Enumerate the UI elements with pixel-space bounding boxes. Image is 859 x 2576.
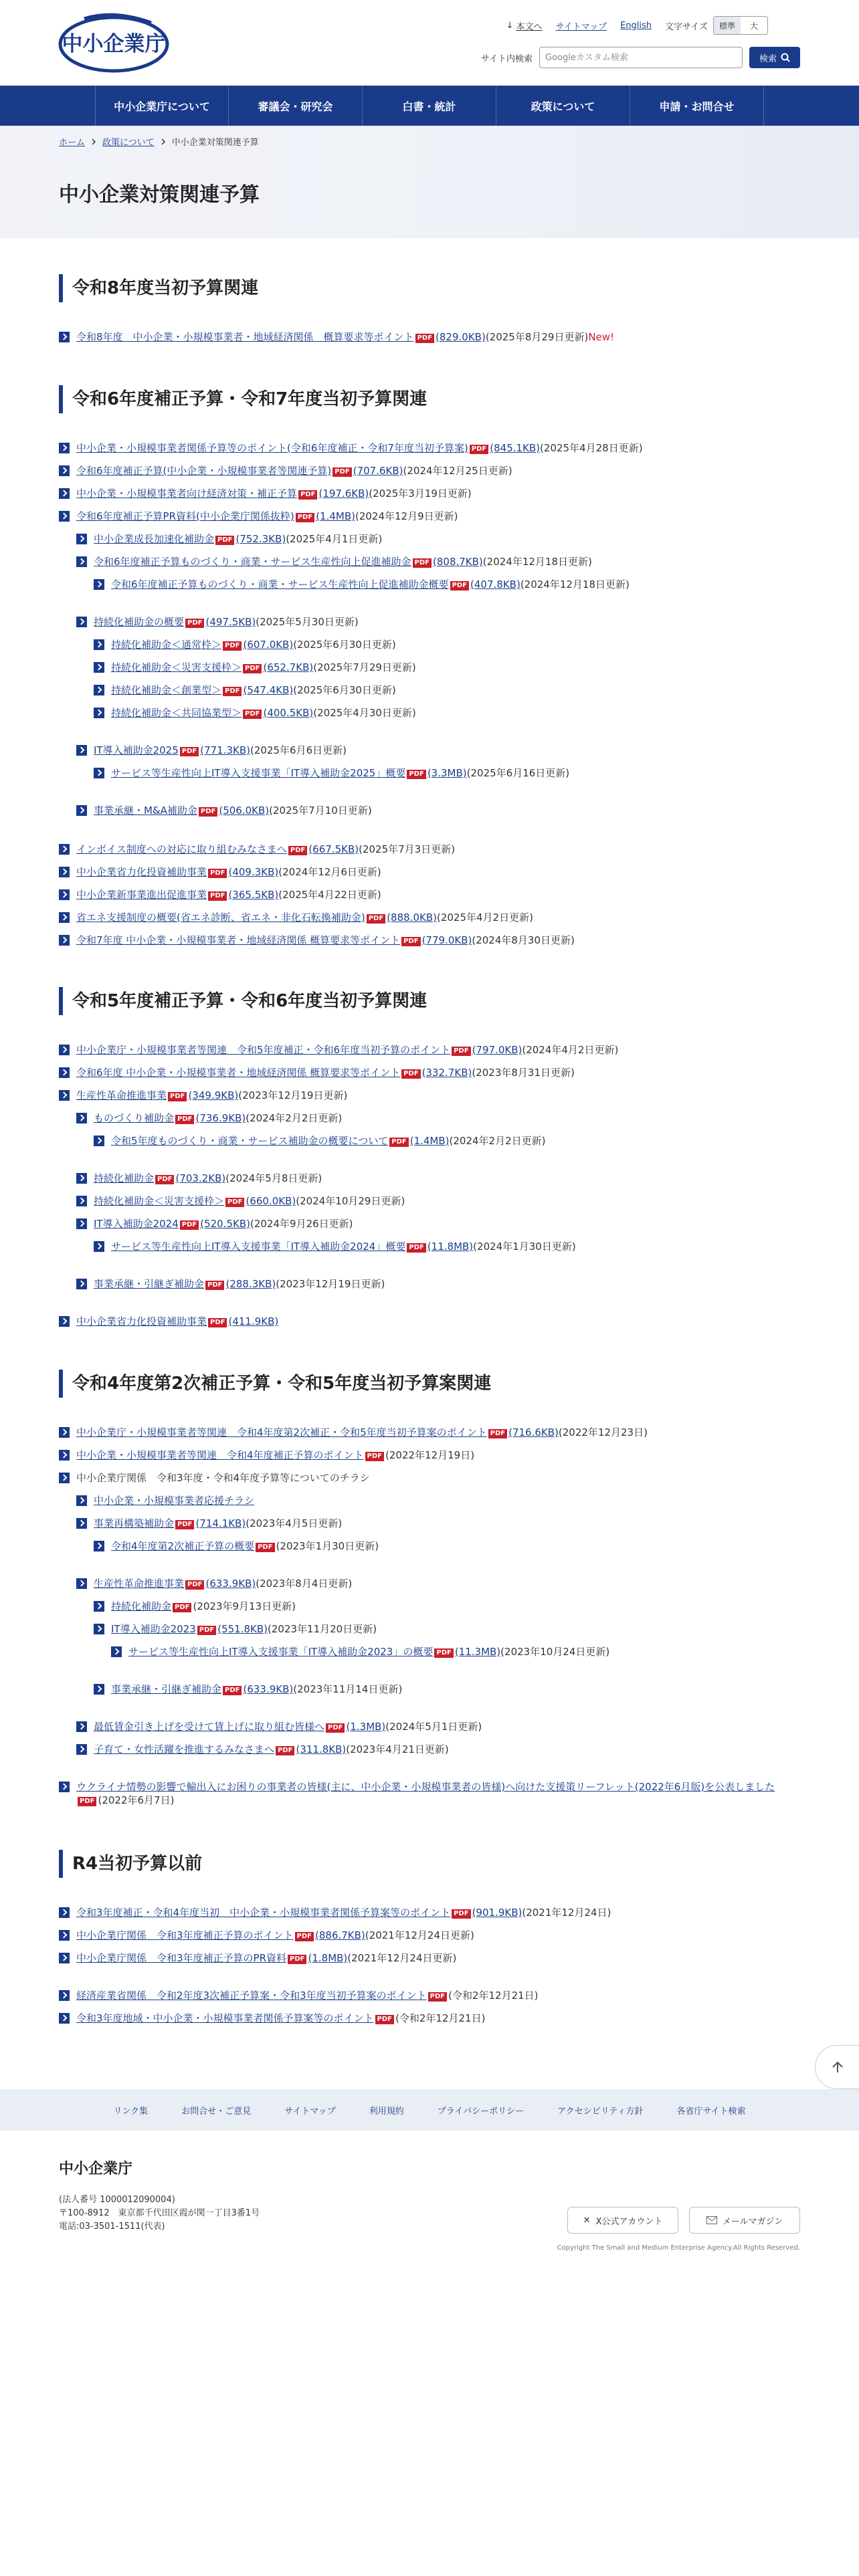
arrow-down-icon: ↓ <box>506 20 514 31</box>
doc-link[interactable]: IT導入補助金2024 PDF (520.5KB) <box>94 1218 251 1230</box>
doc-link[interactable]: 中小企業・小規模事業者等関連 令和4年度補正予算のポイント PDF <box>76 1448 385 1462</box>
pdf-icon: PDF <box>470 445 488 454</box>
list-item: IT導入補助金2024 PDF (520.5KB) (2024年9月26日更新) <box>76 1217 353 1230</box>
list-item: 事業承継・引継ぎ補助金 PDF (633.9KB) (2023年11月14日更新) <box>94 1683 402 1696</box>
list-item: 中小企業庁関係 令和3年度・令和4年度予算等についてのチラシ <box>59 1471 370 1485</box>
mail-magazine-button[interactable]: メールマガジン <box>689 2207 800 2234</box>
pdf-icon: PDF <box>243 710 262 719</box>
doc-link[interactable]: 持続化補助金の概要 PDF (497.5KB) <box>94 616 256 628</box>
arrow-bullet-icon <box>94 639 104 650</box>
arrow-bullet-icon <box>59 1782 70 1792</box>
list-item: 令和4年度第2次補正予算の概要 PDF (2023年1月30日更新) <box>94 1539 379 1553</box>
doc-link[interactable]: ウクライナ情勢の影響で輸出入にお困りの事業者の皆様(主に、中小企業・小規模事業者の皆様)へ向けた支援策リーフレット(2022年6月版)を公表しましたPDF <box>76 1781 775 1805</box>
arrow-bullet-icon <box>76 1173 87 1184</box>
list-item: 中小企業・小規模事業者等関連 令和4年度補正予算のポイント PDF (2022年12月19日) <box>59 1448 474 1462</box>
arrow-bullet-icon <box>59 465 70 476</box>
list-item: 中小企業成長加速化補助金 PDF (752.3KB) (2025年4月1日更新) <box>76 532 382 546</box>
list-item: 中小企業省力化投資補助事業 PDF (409.3KB) (2024年12月6日更新) <box>59 865 381 879</box>
arrow-bullet-icon <box>59 844 70 855</box>
pdf-icon: PDF <box>155 1175 174 1184</box>
pdf-icon: PDF <box>488 1429 507 1438</box>
pdf-icon: PDF <box>243 664 262 673</box>
pdf-icon: PDF <box>401 1069 420 1079</box>
pdf-icon: PDF <box>332 467 351 477</box>
list-item <box>59 1315 278 1328</box>
arrow-bullet-icon <box>59 1067 70 1078</box>
pdf-icon: PDF <box>223 1686 242 1695</box>
list-item: 持続化補助金 PDF (703.2KB) (2024年5月8日更新) <box>76 1172 322 1185</box>
doc-link[interactable]: 令和3年度地域・中小企業・小規模事業者関係予算案等のポイント PDF <box>76 2012 395 2025</box>
list-item: 中小企業庁・小規模事業者等関連 令和4年度第2次補正・令和5年度当初予算案のポイント PDF (716.6KB) (2022年12月23日) <box>59 1426 648 1439</box>
nav-whitepaper[interactable]: 白書・統計 <box>363 86 496 126</box>
doc-link[interactable]: 持続化補助金 PDF <box>111 1600 193 1613</box>
pdf-icon: PDF <box>296 513 314 522</box>
arrow-bullet-icon <box>94 1541 104 1551</box>
copyright: Copyright The Small and Medium Enterprise Agency.All Rights Reserved. <box>557 2244 800 2252</box>
list-item: 令和6年度補正予算ものづくり・商業・サービス生産性向上促進補助金概要 PDF (407.8KB) (2024年12月18日更新) <box>94 578 630 591</box>
footer-link-ministries[interactable]: 各省庁サイト検索 <box>676 2106 746 2117</box>
arrow-bullet-icon <box>76 1196 87 1206</box>
list-item: 中小企業・小規模事業者関係予算等のポイント(令和6年度補正・令和7年度当初予算案) PDF (845.1KB) (2025年4月28日更新) <box>59 441 643 455</box>
arrow-bullet-icon <box>94 708 104 718</box>
arrow-bullet-icon <box>94 579 104 590</box>
pdf-icon: PDF <box>365 1452 384 1461</box>
search-icon <box>781 53 790 62</box>
pdf-icon: PDF <box>288 846 307 855</box>
list-item: 中小企業新事業進出促進事業 PDF (365.5KB) (2025年4月22日更新) <box>59 888 381 901</box>
chevron-right-icon <box>90 138 97 145</box>
list-item: 令和6年度補正予算(中小企業・小規模事業者等関連予算) PDF (707.6KB) (2024年12月25日更新) <box>59 464 512 477</box>
pdf-icon: PDF <box>401 937 420 946</box>
arrow-bullet-icon <box>94 685 104 695</box>
site-search <box>481 47 800 68</box>
list-item: 令和6年度 中小企業・小規模事業者・地域経済関係 概算要求等ポイント PDF (332.7KB) (2023年8月31日更新) <box>59 1066 575 1079</box>
list-item: 省エネ支援制度の概要(省エネ診断、省エネ・非化石転換補助金) PDF (888.0KB) (2025年4月2日更新) <box>59 911 533 924</box>
footer-link-accessibility[interactable]: アクセシビリティ方針 <box>557 2106 644 2117</box>
x-icon: ✕ <box>583 2215 591 2226</box>
pdf-icon: PDF <box>407 1243 425 1253</box>
doc-link[interactable]: 経済産業省関係 令和2年度3次補正予算案・令和3年度当初予算案のポイント PDF <box>76 1989 448 2002</box>
list-item: サービス等生産性向上IT導入支援事業「IT導入補助金2024」概要 PDF (11.8MB) (2024年1月30日更新) <box>94 1240 576 1253</box>
footer-org-name: 中小企業庁 <box>59 2161 133 2177</box>
doc-link[interactable]: 持続化補助金＜災害支援枠＞ PDF (660.0KB) <box>94 1195 296 1207</box>
doc-link[interactable]: 令和3年度補正・令和4年度当初 中小企業・小規模事業者関係予算案等のポイント PDF (901.9KB) <box>76 1907 522 1919</box>
list-item: 中小企業庁関係 令和3年度補正予算のPR資料 PDF (1.8MB) (2021年12月24日更新) <box>59 1951 456 1965</box>
doc-link[interactable]: 持続化補助金 PDF (703.2KB) <box>94 1172 226 1184</box>
pdf-icon: PDF <box>215 536 234 545</box>
pdf-icon: PDF <box>78 1797 96 1806</box>
font-standard-button[interactable]: 標準 <box>714 17 741 34</box>
arrow-bullet-icon <box>94 1624 104 1634</box>
arrow-bullet-icon <box>59 1450 70 1461</box>
arrow-bullet-icon <box>94 1241 104 1252</box>
arrow-bullet-icon <box>111 1646 122 1657</box>
page-hero <box>0 126 859 238</box>
new-badge: New! <box>588 331 615 343</box>
list-item: 令和3年度補正・令和4年度当初 中小企業・小規模事業者関係予算案等のポイント PDF (901.9KB) (2021年12月24日) <box>59 1906 611 1919</box>
doc-link[interactable]: IT導入補助金2025 PDF (771.3KB) <box>94 744 251 756</box>
arrow-bullet-icon <box>59 1090 70 1101</box>
breadcrumb-current: 中小企業対策関連予算 <box>171 138 259 148</box>
pdf-icon: PDF <box>288 1955 306 1964</box>
arrow-bullet-icon <box>59 1045 70 1055</box>
pdf-icon: PDF <box>223 641 242 651</box>
list-item: 持続化補助金＜通常枠＞ PDF (607.0KB) (2025年6月30日更新) <box>94 638 396 651</box>
section-title: 令和8年度当初予算関連 <box>59 274 258 302</box>
footer-address: (法人番号 1000012090004) 〒100-8912 東京都千代田区霞が関一丁目3番1号 電話:03-3501-1511(代表) <box>59 2195 260 2232</box>
english-link[interactable]: English <box>620 20 652 31</box>
doc-link[interactable]: 持続化補助金＜共同協業型＞ PDF (400.5KB) <box>111 707 314 719</box>
list-item: 事業承継・M&A補助金 PDF (506.0KB) (2025年7月10日更新) <box>76 804 372 817</box>
breadcrumb-policy[interactable]: 政策について <box>102 138 155 148</box>
list-item: IT導入補助金2023 PDF (551.8KB) (2023年11月20日更新) <box>94 1622 377 1636</box>
section-title: 令和6年度補正予算・令和7年度当初予算関連 <box>59 385 427 413</box>
back-to-top-button[interactable] <box>815 2045 859 2089</box>
arrow-bullet-icon <box>59 912 70 923</box>
pdf-icon: PDF <box>205 1281 224 1290</box>
pdf-icon: PDF <box>223 687 242 696</box>
pdf-icon: PDF <box>197 1626 216 1635</box>
arrow-bullet-icon <box>94 1136 104 1146</box>
doc-link[interactable]: 最低賃金引き上げを受けて賃上げに取り組む皆様へ PDF (1.3MB) <box>94 1721 386 1733</box>
list-item: 生産性革命推進事業 PDF (349.9KB) (2023年12月19日更新) <box>59 1089 347 1102</box>
arrow-bullet-icon <box>76 617 87 627</box>
page-title: 中小企業対策関連予算 <box>59 183 260 207</box>
doc-link[interactable]: 持続化補助金＜通常枠＞ PDF (607.0KB) <box>111 639 294 651</box>
doc-link[interactable]: 中小企業・小規模事業者向け経済対策・補正予算 PDF (197.6KB) <box>76 488 369 500</box>
pdf-icon: PDF <box>208 869 227 878</box>
list-item: 経済産業省関係 令和2年度3次補正予算案・令和3年度当初予算案のポイント PDF (令和2年12月21日) <box>59 1989 539 2002</box>
doc-link[interactable]: 中小企業・小規模事業者応援チラシ <box>94 1495 255 1507</box>
pdf-icon: PDF <box>407 770 425 779</box>
arrow-bullet-icon <box>59 1990 70 2001</box>
doc-link[interactable]: 持続化補助金＜災害支援枠＞ PDF (652.7KB) <box>111 661 314 673</box>
pdf-icon: PDF <box>276 1746 294 1755</box>
section-title: 令和5年度補正予算・令和6年度当初予算関連 <box>59 987 427 1015</box>
skip-link[interactable] <box>506 19 543 32</box>
arrow-bullet-icon <box>76 1279 87 1289</box>
doc-link[interactable]: 令和6年度補正予算ものづくり・商業・サービス生産性向上促進補助金概要 PDF (407.8KB) <box>111 578 520 591</box>
section-title: 令和4年度第2次補正予算・令和5年度当初予算案関連 <box>59 1370 491 1398</box>
list-item: IT導入補助金2025 PDF (771.3KB) (2025年6月6日更新) <box>76 744 347 757</box>
section-title: R4当初予算以前 <box>59 1850 202 1878</box>
x-account-button[interactable]: ✕ X公式アカウント <box>567 2207 678 2234</box>
breadcrumb <box>59 135 259 148</box>
pdf-icon: PDF <box>428 1992 447 2002</box>
doc-link[interactable]: 事業承継・引継ぎ補助金 PDF (288.3KB) <box>94 1278 276 1290</box>
doc-link[interactable]: 子育て・女性活躍を推進するみなさまへ PDF (311.8KB) <box>94 1743 347 1755</box>
list-item: 子育て・女性活躍を推進するみなさまへ PDF (311.8KB) (2023年4月21日更新) <box>76 1743 449 1756</box>
sitemap-link[interactable]: サイトマップ <box>555 21 607 32</box>
list-item: 令和8年度 中小企業・小規模事業者・地域経済関係 概算要求等ポイント PDF (829.0KB) (2025年8月29日更新) New! <box>59 330 614 344</box>
nav-policy[interactable]: 政策について <box>496 86 630 126</box>
pdf-icon: PDF <box>175 1520 194 1529</box>
pdf-icon: PDF <box>173 1603 191 1612</box>
nav-about[interactable]: 中小企業庁について <box>95 86 229 126</box>
arrow-bullet-icon <box>59 332 70 342</box>
nav-councils[interactable]: 審議会・研究会 <box>229 86 363 126</box>
pdf-icon: PDF <box>450 581 469 591</box>
list-item: 中小企業庁関係 令和3年度補正予算のポイント PDF (886.7KB) (2021年12月24日更新) <box>59 1929 474 1942</box>
footer-nav <box>0 2089 859 2131</box>
arrow-bullet-icon <box>59 1427 70 1438</box>
arrow-bullet-icon <box>76 1744 87 1755</box>
arrow-bullet-icon <box>59 1907 70 1918</box>
arrow-bullet-icon <box>76 556 87 567</box>
list-item: 事業承継・引継ぎ補助金 PDF (288.3KB) (2023年12月19日更新) <box>76 1277 385 1291</box>
doc-link[interactable]: ものづくり補助金 PDF (736.9KB) <box>94 1112 246 1124</box>
list-item: 持続化補助金＜災害支援枠＞ PDF (652.7KB) (2025年7月29日更新) <box>94 661 416 674</box>
list-item: 持続化補助金＜共同協業型＞ PDF (400.5KB) (2025年4月30日更新) <box>94 706 416 720</box>
pdf-icon: PDF <box>434 1648 453 1658</box>
arrow-bullet-icon <box>76 805 87 816</box>
arrow-bullet-icon <box>59 488 70 499</box>
arrow-bullet-icon <box>94 768 104 778</box>
doc-link[interactable]: サービス等生産性向上IT導入支援事業「IT導入補助金2025」概要 PDF (3.3MB) <box>111 767 467 779</box>
pdf-icon: PDF <box>208 891 227 901</box>
pdf-icon: PDF <box>326 1723 345 1733</box>
arrow-bullet-icon <box>59 867 70 877</box>
search-input[interactable] <box>539 47 743 68</box>
mail-icon <box>706 2216 717 2224</box>
arrow-bullet-icon <box>94 662 104 673</box>
list-item: 持続化補助金の概要 PDF (497.5KB) (2025年5月30日更新) <box>76 615 359 629</box>
arrow-bullet-icon <box>94 1601 104 1612</box>
doc-link[interactable]: 中小企業庁関係 令和3年度補正予算のポイント PDF (886.7KB) <box>76 1929 365 1941</box>
list-item: 令和5年度ものづくり・商業・サービス補助金の概要について PDF (1.4MB) (2024年2月2日更新) <box>94 1134 545 1148</box>
doc-link[interactable]: インボイス制度への対応に取り組むみなさまへ PDF (667.5KB) <box>76 843 359 855</box>
doc-link[interactable]: 生産性革命推進事業 PDF (349.9KB) <box>76 1089 239 1101</box>
arrow-bullet-icon <box>59 2013 70 2024</box>
arrow-bullet-icon <box>76 1495 87 1506</box>
doc-link[interactable]: 中小企業新事業進出促進事業 PDF (365.5KB) <box>76 889 279 901</box>
doc-link[interactable]: IT導入補助金2023 PDF (551.8KB) <box>111 1623 268 1635</box>
logo-text: 中小企業庁 <box>62 32 166 56</box>
arrow-bullet-icon <box>76 1113 87 1123</box>
doc-link[interactable]: 事業承継・引継ぎ補助金 PDF (633.9KB) <box>111 1683 294 1695</box>
doc-link[interactable]: サービス等生産性向上IT導入支援事業「IT導入補助金2024」概要 PDF (11.8MB) <box>111 1241 474 1253</box>
doc-link[interactable]: 令和8年度 中小企業・小規模事業者・地域経済関係 概算要求等ポイント PDF (829.0KB) <box>76 331 486 343</box>
search-button[interactable] <box>749 47 800 68</box>
list-item: 生産性革命推進事業 PDF (633.9KB) (2023年8月4日更新) <box>76 1577 352 1590</box>
list-item <box>76 1494 254 1507</box>
doc-link[interactable]: 中小企業省力化投資補助事業 PDF (409.3KB) <box>76 866 279 878</box>
doc-link[interactable]: 中小企業庁・小規模事業者等関連 令和5年度補正・令和6年度当初予算のポイント PDF (797.0KB) <box>76 1044 522 1056</box>
font-large-button[interactable]: 大 <box>741 17 767 34</box>
list-item: 中小企業庁・小規模事業者等関連 令和5年度補正・令和6年度当初予算のポイント PDF (797.0KB) (2024年4月2日更新) <box>59 1043 618 1057</box>
pdf-icon: PDF <box>208 1318 227 1327</box>
pdf-icon: PDF <box>185 619 204 628</box>
pdf-icon: PDF <box>452 1047 470 1056</box>
doc-link[interactable]: 中小企業庁・小規模事業者等関連 令和4年度第2次補正・令和5年度当初予算案のポイント PDF (716.6KB) <box>76 1426 559 1438</box>
arrow-up-icon <box>830 2059 846 2075</box>
arrow-bullet-icon <box>59 443 70 453</box>
pdf-icon: PDF <box>452 1909 470 1919</box>
arrow-bullet-icon <box>76 745 87 756</box>
footer-link-terms[interactable]: 利用規約 <box>369 2106 404 2117</box>
doc-link[interactable]: 令和6年度補正予算ものづくり・商業・サービス生産性向上促進補助金 PDF (808.7KB) <box>94 556 483 568</box>
doc-link[interactable]: 令和6年度補正予算PR資料(中小企業庁関係抜粋) PDF (1.4MB) <box>76 510 355 522</box>
list-item: 令和3年度地域・中小企業・小規模事業者関係予算案等のポイント PDF (令和2年12月21日) <box>59 2012 485 2025</box>
doc-link[interactable]: 中小企業庁関係 令和3年度補正予算のPR資料 PDF (1.8MB) <box>76 1952 348 1964</box>
arrow-bullet-icon <box>76 1518 87 1529</box>
footer-link-links[interactable]: リンク集 <box>113 2106 149 2117</box>
list-item: ものづくり補助金 PDF (736.9KB) (2024年2月2日更新) <box>76 1111 342 1125</box>
pdf-icon: PDF <box>256 1543 274 1552</box>
doc-link[interactable]: 事業再構築補助金 PDF (714.1KB) <box>94 1517 246 1529</box>
utility-bar <box>506 16 768 35</box>
list-item: サービス等生産性向上IT導入支援事業「IT導入補助金2023」の概要 PDF (11.3MB) (2023年10月24日更新) <box>111 1645 609 1658</box>
doc-link[interactable]: 令和7年度 中小企業・小規模事業者・地域経済関係 概算要求等ポイント PDF (779.0KB) <box>76 934 472 946</box>
pdf-icon: PDF <box>199 807 217 817</box>
font-size-control <box>665 16 768 35</box>
pdf-icon: PDF <box>389 1138 408 1147</box>
pdf-icon: PDF <box>298 490 317 500</box>
pdf-icon: PDF <box>367 914 385 924</box>
footer-buttons <box>567 2207 800 2234</box>
pdf-icon: PDF <box>225 1198 244 1207</box>
arrow-bullet-icon <box>76 1218 87 1229</box>
breadcrumb-home[interactable]: ホーム <box>59 138 86 148</box>
doc-link[interactable]: 令和6年度 中小企業・小規模事業者・地域経済関係 概算要求等ポイント PDF (332.7KB) <box>76 1067 472 1079</box>
pdf-icon: PDF <box>415 334 434 343</box>
chevron-right-icon <box>160 138 167 145</box>
list-item: 最低賃金引き上げを受けて賃上げに取り組む皆様へ PDF (1.3MB) (2024年5月1日更新) <box>76 1720 482 1733</box>
doc-link[interactable]: 令和6年度補正予算(中小企業・小規模事業者等関連予算) PDF (707.6KB) <box>76 465 403 477</box>
site-header <box>0 0 859 86</box>
list-item: サービス等生産性向上IT導入支援事業「IT導入補助金2025」概要 PDF (3.3MB) (2025年6月16日更新) <box>94 766 569 780</box>
doc-link[interactable]: サービス等生産性向上IT導入支援事業「IT導入補助金2023」の概要 PDF (11.3MB) <box>128 1646 501 1658</box>
search-label: サイト内検索 <box>480 53 533 64</box>
pdf-icon: PDF <box>180 1220 199 1230</box>
arrow-bullet-icon <box>76 1578 87 1589</box>
arrow-bullet-icon <box>59 511 70 522</box>
pdf-icon: PDF <box>413 558 432 568</box>
pdf-icon: PDF <box>375 2015 394 2024</box>
arrow-bullet-icon <box>59 1316 70 1327</box>
doc-link[interactable]: 中小企業省力化投資補助事業 PDF (411.9KB) <box>76 1315 279 1327</box>
pdf-icon: PDF <box>180 747 199 756</box>
list-item: 事業再構築補助金 PDF (714.1KB) (2023年4月5日更新) <box>76 1517 342 1530</box>
site-logo[interactable] <box>58 11 173 74</box>
font-size-label: 文字サイズ <box>665 21 708 32</box>
nav-applications[interactable]: 申請・お問合せ <box>630 86 764 126</box>
global-nav <box>0 86 859 126</box>
doc-link[interactable]: 中小企業・小規模事業者関係予算等のポイント(令和6年度補正・令和7年度当初予算案) PDF (845.1KB) <box>76 442 541 454</box>
doc-link[interactable]: 持続化補助金＜創業型＞ PDF (547.4KB) <box>111 684 294 696</box>
list-item: 令和6年度補正予算PR資料(中小企業庁関係抜粋) PDF (1.4MB) (2024年12月9日更新) <box>59 510 458 523</box>
list-item: 令和6年度補正予算ものづくり・商業・サービス生産性向上促進補助金 PDF (808.7KB) (2024年12月18日更新) <box>76 555 592 568</box>
arrow-bullet-icon <box>76 534 87 544</box>
pdf-icon: PDF <box>295 1932 314 1941</box>
arrow-bullet-icon <box>59 889 70 900</box>
list-item: ウクライナ情勢の影響で輸出入にお困りの事業者の皆様(主に、中小企業・小規模事業者の皆様)へ向けた支援策リーフレット(2022年6月版)を公表しましたPDF (2022年6月7日) <box>59 1780 795 1807</box>
doc-link[interactable]: 令和5年度ものづくり・商業・サービス補助金の概要について PDF (1.4MB) <box>111 1135 450 1147</box>
arrow-bullet-icon <box>59 935 70 946</box>
doc-link[interactable]: 生産性革命推進事業 PDF (633.9KB) <box>94 1578 256 1590</box>
arrow-bullet-icon <box>59 1930 70 1941</box>
doc-link[interactable]: 中小企業成長加速化補助金 PDF (752.3KB) <box>94 533 286 545</box>
list-item: 中小企業・小規模事業者向け経済対策・補正予算 PDF (197.6KB) (2025年3月19日更新) <box>59 487 472 500</box>
footer-link-contact[interactable]: お問合せ・ご意見 <box>181 2106 252 2117</box>
list-item: インボイス制度への対応に取り組むみなさまへ PDF (667.5KB) (2025年7月3日更新) <box>59 843 455 856</box>
pdf-icon: PDF <box>185 1580 204 1590</box>
arrow-bullet-icon <box>59 1473 70 1483</box>
arrow-bullet-icon <box>76 1721 87 1732</box>
doc-link[interactable]: 事業承継・M&A補助金 PDF (506.0KB) <box>94 804 270 817</box>
doc-link[interactable]: 省エネ支援制度の概要(省エネ診断、省エネ・非化石転換補助金) PDF (888.0KB) <box>76 911 437 924</box>
list-item: 持続化補助金 PDF (2023年9月13日更新) <box>94 1600 296 1613</box>
list-item: 令和7年度 中小企業・小規模事業者・地域経済関係 概算要求等ポイント PDF (779.0KB) (2024年8月30日更新) <box>59 934 575 947</box>
list-item: 持続化補助金＜創業型＞ PDF (547.4KB) (2025年6月30日更新) <box>94 683 396 697</box>
search-button-label: 検索 <box>759 53 777 64</box>
pdf-icon: PDF <box>168 1092 187 1101</box>
pdf-icon: PDF <box>175 1115 194 1124</box>
footer-link-privacy[interactable]: プライバシーポリシー <box>437 2106 524 2117</box>
arrow-bullet-icon <box>94 1684 104 1695</box>
site-footer <box>0 2131 859 2576</box>
arrow-bullet-icon <box>59 1953 70 1963</box>
doc-link[interactable]: 令和4年度第2次補正予算の概要 PDF <box>111 1539 276 1553</box>
footer-link-sitemap[interactable]: サイトマップ <box>284 2106 336 2117</box>
skip-link-label[interactable]: 本文へ <box>516 21 543 32</box>
list-item: 持続化補助金＜災害支援枠＞ PDF (660.0KB) (2024年10月29日更新) <box>76 1194 405 1208</box>
